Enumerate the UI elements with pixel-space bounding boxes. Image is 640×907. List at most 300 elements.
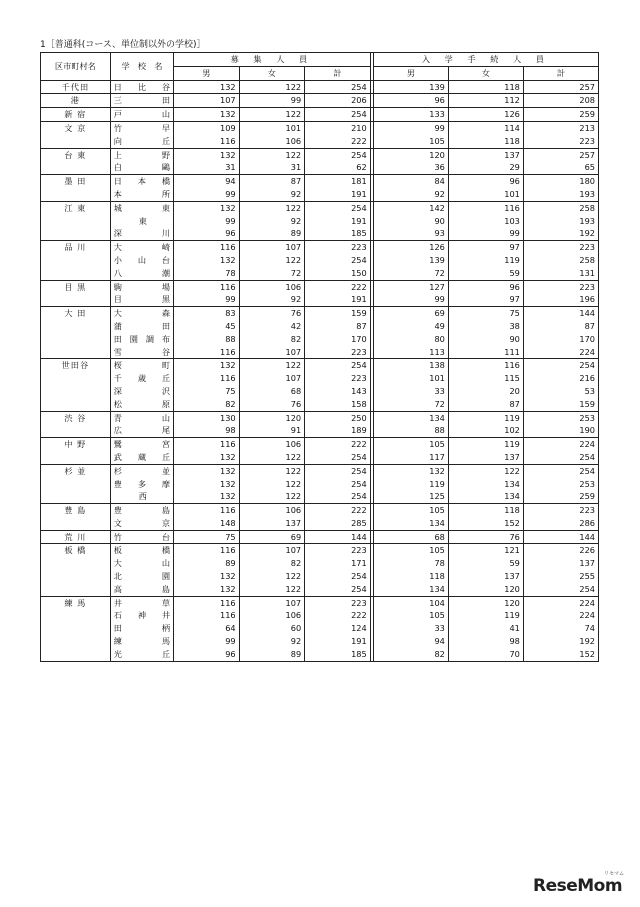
admitted-female-cell: 101 bbox=[448, 188, 523, 201]
table-row bbox=[41, 175, 599, 188]
recruit-male-cell: 94 bbox=[174, 175, 240, 188]
table-row bbox=[41, 411, 599, 424]
admitted-female-cell: 96 bbox=[448, 175, 523, 188]
recruit-male-cell: 82 bbox=[174, 398, 240, 411]
table-row bbox=[41, 280, 599, 293]
admitted-total-cell: 223 bbox=[523, 241, 598, 254]
ward-cell bbox=[41, 267, 111, 280]
admitted-male-cell: 142 bbox=[373, 201, 448, 214]
table-body bbox=[41, 80, 599, 661]
school-cell: 北園 bbox=[110, 570, 173, 583]
admitted-total-cell: 258 bbox=[523, 254, 598, 267]
admitted-male-cell: 118 bbox=[373, 570, 448, 583]
table-row bbox=[41, 359, 599, 372]
recruit-male-cell: 99 bbox=[174, 635, 240, 648]
recruit-male-cell: 132 bbox=[174, 80, 240, 94]
admitted-total-cell: 254 bbox=[523, 451, 598, 464]
admitted-total-cell: 224 bbox=[523, 438, 598, 451]
admitted-total-cell: 170 bbox=[523, 333, 598, 346]
admitted-female-cell: 38 bbox=[448, 320, 523, 333]
recruit-female-cell: 92 bbox=[239, 188, 305, 201]
admitted-male-cell: 113 bbox=[373, 346, 448, 359]
ward-cell: 大 田 bbox=[41, 307, 111, 320]
recruit-total-cell: 223 bbox=[305, 241, 371, 254]
recruit-female-cell: 60 bbox=[239, 622, 305, 635]
table-row bbox=[41, 121, 599, 134]
recruit-female-cell: 107 bbox=[239, 346, 305, 359]
recruit-male-cell: 132 bbox=[174, 451, 240, 464]
admitted-female-cell: 134 bbox=[448, 490, 523, 503]
admitted-female-cell: 99 bbox=[448, 227, 523, 240]
recruit-female-cell: 122 bbox=[239, 490, 305, 503]
school-cell: 豊多摩 bbox=[110, 478, 173, 491]
recruit-male-cell: 99 bbox=[174, 215, 240, 228]
ward-cell bbox=[41, 451, 111, 464]
admitted-female-cell: 116 bbox=[448, 359, 523, 372]
table-row bbox=[41, 530, 599, 544]
admitted-total-cell: 258 bbox=[523, 201, 598, 214]
recruit-total-cell: 185 bbox=[305, 648, 371, 661]
school-cell: 千歳丘 bbox=[110, 372, 173, 385]
table-row bbox=[41, 583, 599, 596]
recruit-total-cell: 159 bbox=[305, 307, 371, 320]
ward-cell bbox=[41, 227, 111, 240]
admitted-female-cell: 118 bbox=[448, 80, 523, 94]
ward-cell bbox=[41, 622, 111, 635]
recruit-total-cell: 223 bbox=[305, 544, 371, 557]
table-row bbox=[41, 241, 599, 254]
header-ward: 区市町村名 bbox=[41, 53, 111, 81]
recruit-total-cell: 223 bbox=[305, 596, 371, 609]
school-cell: 上野 bbox=[110, 148, 173, 161]
ward-cell: 文 京 bbox=[41, 121, 111, 134]
ward-cell bbox=[41, 648, 111, 661]
admitted-male-cell: 82 bbox=[373, 648, 448, 661]
school-cell: 竹台 bbox=[110, 530, 173, 544]
admitted-female-cell: 116 bbox=[448, 201, 523, 214]
admitted-male-cell: 139 bbox=[373, 80, 448, 94]
school-cell: 日本橋 bbox=[110, 175, 173, 188]
recruit-male-cell: 132 bbox=[174, 583, 240, 596]
admitted-total-cell: 137 bbox=[523, 557, 598, 570]
recruit-total-cell: 191 bbox=[305, 215, 371, 228]
admitted-female-cell: 111 bbox=[448, 346, 523, 359]
recruit-male-cell: 116 bbox=[174, 280, 240, 293]
recruit-female-cell: 69 bbox=[239, 530, 305, 544]
table-row bbox=[41, 215, 599, 228]
admitted-male-cell: 36 bbox=[373, 161, 448, 174]
admitted-female-cell: 90 bbox=[448, 333, 523, 346]
admitted-male-cell: 72 bbox=[373, 267, 448, 280]
admitted-total-cell: 224 bbox=[523, 596, 598, 609]
school-cell: 広尾 bbox=[110, 424, 173, 437]
ward-cell bbox=[41, 215, 111, 228]
table-row bbox=[41, 161, 599, 174]
admitted-male-cell: 99 bbox=[373, 293, 448, 306]
recruit-female-cell: 106 bbox=[239, 438, 305, 451]
admitted-total-cell: 65 bbox=[523, 161, 598, 174]
school-cell: 田園調布 bbox=[110, 333, 173, 346]
ward-cell bbox=[41, 161, 111, 174]
ward-cell bbox=[41, 293, 111, 306]
recruit-total-cell: 158 bbox=[305, 398, 371, 411]
recruit-female-cell: 122 bbox=[239, 451, 305, 464]
table-row bbox=[41, 333, 599, 346]
recruit-female-cell: 106 bbox=[239, 609, 305, 622]
recruit-total-cell: 124 bbox=[305, 622, 371, 635]
recruit-total-cell: 189 bbox=[305, 424, 371, 437]
admitted-total-cell: 152 bbox=[523, 648, 598, 661]
table-header bbox=[41, 53, 599, 81]
header-admitted-total: 計 bbox=[523, 66, 598, 80]
recruit-total-cell: 210 bbox=[305, 121, 371, 134]
recruit-female-cell: 76 bbox=[239, 307, 305, 320]
admitted-total-cell: 223 bbox=[523, 135, 598, 148]
ward-cell bbox=[41, 478, 111, 491]
recruit-female-cell: 122 bbox=[239, 201, 305, 214]
recruit-total-cell: 62 bbox=[305, 161, 371, 174]
recruit-female-cell: 122 bbox=[239, 359, 305, 372]
table-row bbox=[41, 227, 599, 240]
recruit-male-cell: 109 bbox=[174, 121, 240, 134]
recruit-total-cell: 191 bbox=[305, 188, 371, 201]
recruit-male-cell: 98 bbox=[174, 424, 240, 437]
table-row bbox=[41, 544, 599, 557]
ward-cell: 豊 島 bbox=[41, 504, 111, 517]
school-cell: 豊島 bbox=[110, 504, 173, 517]
admitted-male-cell: 80 bbox=[373, 333, 448, 346]
ward-cell: 渋 谷 bbox=[41, 411, 111, 424]
resemom-logo: ReseMom bbox=[533, 876, 623, 896]
header-admitted: 入 学 手 続 人 員 bbox=[373, 53, 598, 67]
admitted-male-cell: 49 bbox=[373, 320, 448, 333]
ward-cell bbox=[41, 635, 111, 648]
school-cell: 松原 bbox=[110, 398, 173, 411]
admitted-total-cell: 192 bbox=[523, 635, 598, 648]
school-cell: 八潮 bbox=[110, 267, 173, 280]
recruit-male-cell: 132 bbox=[174, 359, 240, 372]
school-cell: 田柄 bbox=[110, 622, 173, 635]
table-row bbox=[41, 320, 599, 333]
admitted-male-cell: 33 bbox=[373, 622, 448, 635]
school-cell: 武蔵丘 bbox=[110, 451, 173, 464]
admitted-female-cell: 119 bbox=[448, 411, 523, 424]
admitted-total-cell: 259 bbox=[523, 108, 598, 122]
recruit-female-cell: 89 bbox=[239, 227, 305, 240]
admitted-male-cell: 94 bbox=[373, 635, 448, 648]
recruit-male-cell: 132 bbox=[174, 478, 240, 491]
recruit-male-cell: 96 bbox=[174, 648, 240, 661]
recruit-male-cell: 99 bbox=[174, 293, 240, 306]
recruit-female-cell: 72 bbox=[239, 267, 305, 280]
table-caption: 1［普通科(コース、単位制以外の学校)］ bbox=[40, 40, 206, 50]
admitted-male-cell: 101 bbox=[373, 372, 448, 385]
ward-cell: 練 馬 bbox=[41, 596, 111, 609]
table-row bbox=[41, 438, 599, 451]
school-cell: 鷺宮 bbox=[110, 438, 173, 451]
recruit-total-cell: 150 bbox=[305, 267, 371, 280]
admitted-male-cell: 105 bbox=[373, 135, 448, 148]
table-row bbox=[41, 596, 599, 609]
recruit-total-cell: 254 bbox=[305, 490, 371, 503]
recruit-male-cell: 116 bbox=[174, 438, 240, 451]
admitted-female-cell: 119 bbox=[448, 438, 523, 451]
school-cell: 西 bbox=[110, 490, 173, 503]
recruit-female-cell: 82 bbox=[239, 333, 305, 346]
header-recruit: 募 集 人 員 bbox=[174, 53, 371, 67]
admitted-female-cell: 103 bbox=[448, 215, 523, 228]
recruit-male-cell: 75 bbox=[174, 530, 240, 544]
ward-cell: 杉 並 bbox=[41, 464, 111, 477]
recruit-female-cell: 82 bbox=[239, 557, 305, 570]
recruit-male-cell: 116 bbox=[174, 135, 240, 148]
ward-cell: 江 東 bbox=[41, 201, 111, 214]
ward-cell bbox=[41, 333, 111, 346]
recruit-female-cell: 107 bbox=[239, 544, 305, 557]
recruit-female-cell: 122 bbox=[239, 148, 305, 161]
admitted-female-cell: 137 bbox=[448, 148, 523, 161]
recruit-total-cell: 191 bbox=[305, 635, 371, 648]
recruit-female-cell: 99 bbox=[239, 94, 305, 108]
ward-cell bbox=[41, 254, 111, 267]
admitted-total-cell: 224 bbox=[523, 346, 598, 359]
admitted-total-cell: 144 bbox=[523, 307, 598, 320]
recruit-male-cell: 31 bbox=[174, 161, 240, 174]
admitted-total-cell: 254 bbox=[523, 464, 598, 477]
table-row bbox=[41, 478, 599, 491]
school-cell: 練馬 bbox=[110, 635, 173, 648]
recruit-female-cell: 68 bbox=[239, 385, 305, 398]
school-cell: 大森 bbox=[110, 307, 173, 320]
table-row bbox=[41, 570, 599, 583]
recruit-male-cell: 116 bbox=[174, 596, 240, 609]
recruit-male-cell: 99 bbox=[174, 188, 240, 201]
admitted-male-cell: 90 bbox=[373, 215, 448, 228]
recruit-total-cell: 254 bbox=[305, 201, 371, 214]
ward-cell bbox=[41, 517, 111, 530]
school-cell: 高島 bbox=[110, 583, 173, 596]
recruit-female-cell: 106 bbox=[239, 135, 305, 148]
resemom-logo-sub: リセマム bbox=[604, 871, 624, 877]
admitted-female-cell: 102 bbox=[448, 424, 523, 437]
table-row bbox=[41, 557, 599, 570]
recruit-total-cell: 222 bbox=[305, 609, 371, 622]
recruit-male-cell: 88 bbox=[174, 333, 240, 346]
school-cell: 杉並 bbox=[110, 464, 173, 477]
admitted-female-cell: 20 bbox=[448, 385, 523, 398]
table-row bbox=[41, 80, 599, 94]
ward-cell bbox=[41, 570, 111, 583]
admitted-female-cell: 134 bbox=[448, 478, 523, 491]
recruit-male-cell: 116 bbox=[174, 346, 240, 359]
recruit-total-cell: 144 bbox=[305, 530, 371, 544]
admitted-total-cell: 257 bbox=[523, 148, 598, 161]
recruit-female-cell: 106 bbox=[239, 504, 305, 517]
recruit-male-cell: 132 bbox=[174, 490, 240, 503]
school-cell: 戸山 bbox=[110, 108, 173, 122]
admitted-total-cell: 226 bbox=[523, 544, 598, 557]
admitted-total-cell: 193 bbox=[523, 188, 598, 201]
recruit-male-cell: 78 bbox=[174, 267, 240, 280]
school-cell: 駒場 bbox=[110, 280, 173, 293]
admitted-total-cell: 196 bbox=[523, 293, 598, 306]
ward-cell: 板 橋 bbox=[41, 544, 111, 557]
table-row bbox=[41, 201, 599, 214]
admitted-total-cell: 193 bbox=[523, 215, 598, 228]
recruit-total-cell: 250 bbox=[305, 411, 371, 424]
school-cell: 深沢 bbox=[110, 385, 173, 398]
ward-cell bbox=[41, 372, 111, 385]
recruit-female-cell: 76 bbox=[239, 398, 305, 411]
recruit-total-cell: 191 bbox=[305, 293, 371, 306]
recruit-total-cell: 254 bbox=[305, 451, 371, 464]
admitted-total-cell: 74 bbox=[523, 622, 598, 635]
admitted-total-cell: 254 bbox=[523, 359, 598, 372]
recruit-female-cell: 122 bbox=[239, 80, 305, 94]
admitted-total-cell: 254 bbox=[523, 583, 598, 596]
admitted-male-cell: 120 bbox=[373, 148, 448, 161]
recruit-female-cell: 122 bbox=[239, 254, 305, 267]
admitted-female-cell: 75 bbox=[448, 307, 523, 320]
admitted-total-cell: 259 bbox=[523, 490, 598, 503]
recruit-female-cell: 120 bbox=[239, 411, 305, 424]
admitted-male-cell: 105 bbox=[373, 438, 448, 451]
admitted-male-cell: 84 bbox=[373, 175, 448, 188]
recruit-male-cell: 132 bbox=[174, 108, 240, 122]
recruit-total-cell: 222 bbox=[305, 280, 371, 293]
school-cell: 青山 bbox=[110, 411, 173, 424]
recruit-total-cell: 254 bbox=[305, 570, 371, 583]
recruit-female-cell: 122 bbox=[239, 464, 305, 477]
admitted-total-cell: 180 bbox=[523, 175, 598, 188]
admitted-total-cell: 216 bbox=[523, 372, 598, 385]
admitted-total-cell: 208 bbox=[523, 94, 598, 108]
recruit-total-cell: 254 bbox=[305, 478, 371, 491]
ward-cell bbox=[41, 609, 111, 622]
admitted-female-cell: 115 bbox=[448, 372, 523, 385]
table-row bbox=[41, 648, 599, 661]
school-cell: 大崎 bbox=[110, 241, 173, 254]
admitted-male-cell: 69 bbox=[373, 307, 448, 320]
admitted-male-cell: 126 bbox=[373, 241, 448, 254]
admitted-male-cell: 104 bbox=[373, 596, 448, 609]
recruit-female-cell: 87 bbox=[239, 175, 305, 188]
table-row bbox=[41, 267, 599, 280]
recruit-total-cell: 222 bbox=[305, 504, 371, 517]
ward-cell: 港 bbox=[41, 94, 111, 108]
table-row bbox=[41, 135, 599, 148]
table-row bbox=[41, 451, 599, 464]
admitted-male-cell: 119 bbox=[373, 478, 448, 491]
recruit-male-cell: 132 bbox=[174, 464, 240, 477]
table-row bbox=[41, 94, 599, 108]
admitted-male-cell: 134 bbox=[373, 411, 448, 424]
admitted-female-cell: 137 bbox=[448, 570, 523, 583]
admitted-male-cell: 88 bbox=[373, 424, 448, 437]
admitted-male-cell: 78 bbox=[373, 557, 448, 570]
admitted-male-cell: 127 bbox=[373, 280, 448, 293]
admitted-total-cell: 257 bbox=[523, 80, 598, 94]
school-cell: 日比谷 bbox=[110, 80, 173, 94]
ward-cell bbox=[41, 490, 111, 503]
recruit-total-cell: 170 bbox=[305, 333, 371, 346]
recruit-total-cell: 254 bbox=[305, 359, 371, 372]
admitted-total-cell: 223 bbox=[523, 504, 598, 517]
header-recruit-male: 男 bbox=[174, 66, 240, 80]
recruit-total-cell: 254 bbox=[305, 80, 371, 94]
admitted-female-cell: 119 bbox=[448, 254, 523, 267]
admitted-total-cell: 223 bbox=[523, 280, 598, 293]
school-cell: 白鷗 bbox=[110, 161, 173, 174]
school-cell: 東 bbox=[110, 215, 173, 228]
admitted-female-cell: 70 bbox=[448, 648, 523, 661]
ward-cell bbox=[41, 398, 111, 411]
table-row bbox=[41, 622, 599, 635]
recruit-female-cell: 122 bbox=[239, 570, 305, 583]
admitted-female-cell: 152 bbox=[448, 517, 523, 530]
admitted-male-cell: 96 bbox=[373, 94, 448, 108]
ward-cell: 千代田 bbox=[41, 80, 111, 94]
admitted-male-cell: 117 bbox=[373, 451, 448, 464]
ward-cell bbox=[41, 424, 111, 437]
admitted-male-cell: 68 bbox=[373, 530, 448, 544]
table-row bbox=[41, 346, 599, 359]
school-cell: 本所 bbox=[110, 188, 173, 201]
ward-cell bbox=[41, 346, 111, 359]
admitted-female-cell: 41 bbox=[448, 622, 523, 635]
recruit-total-cell: 87 bbox=[305, 320, 371, 333]
recruit-female-cell: 92 bbox=[239, 293, 305, 306]
admitted-total-cell: 213 bbox=[523, 121, 598, 134]
admitted-total-cell: 190 bbox=[523, 424, 598, 437]
admitted-female-cell: 59 bbox=[448, 557, 523, 570]
header-recruit-total: 計 bbox=[305, 66, 371, 80]
school-cell: 三田 bbox=[110, 94, 173, 108]
admitted-female-cell: 96 bbox=[448, 280, 523, 293]
header-recruit-female: 女 bbox=[239, 66, 305, 80]
recruit-female-cell: 89 bbox=[239, 648, 305, 661]
recruit-total-cell: 185 bbox=[305, 227, 371, 240]
recruit-male-cell: 148 bbox=[174, 517, 240, 530]
admitted-total-cell: 131 bbox=[523, 267, 598, 280]
admitted-female-cell: 112 bbox=[448, 94, 523, 108]
recruit-total-cell: 254 bbox=[305, 464, 371, 477]
admitted-total-cell: 192 bbox=[523, 227, 598, 240]
admitted-male-cell: 138 bbox=[373, 359, 448, 372]
recruit-female-cell: 122 bbox=[239, 478, 305, 491]
admitted-female-cell: 59 bbox=[448, 267, 523, 280]
admitted-male-cell: 33 bbox=[373, 385, 448, 398]
recruit-female-cell: 137 bbox=[239, 517, 305, 530]
admitted-female-cell: 126 bbox=[448, 108, 523, 122]
table-row bbox=[41, 254, 599, 267]
admitted-male-cell: 72 bbox=[373, 398, 448, 411]
recruit-male-cell: 132 bbox=[174, 201, 240, 214]
admitted-female-cell: 97 bbox=[448, 241, 523, 254]
admitted-total-cell: 253 bbox=[523, 411, 598, 424]
ward-cell: 中 野 bbox=[41, 438, 111, 451]
admitted-total-cell: 159 bbox=[523, 398, 598, 411]
recruit-male-cell: 116 bbox=[174, 504, 240, 517]
admitted-female-cell: 122 bbox=[448, 464, 523, 477]
table-row bbox=[41, 385, 599, 398]
admitted-male-cell: 93 bbox=[373, 227, 448, 240]
recruit-male-cell: 64 bbox=[174, 622, 240, 635]
ward-cell: 目 黒 bbox=[41, 280, 111, 293]
admitted-male-cell: 92 bbox=[373, 188, 448, 201]
recruit-male-cell: 116 bbox=[174, 372, 240, 385]
school-cell: 向丘 bbox=[110, 135, 173, 148]
